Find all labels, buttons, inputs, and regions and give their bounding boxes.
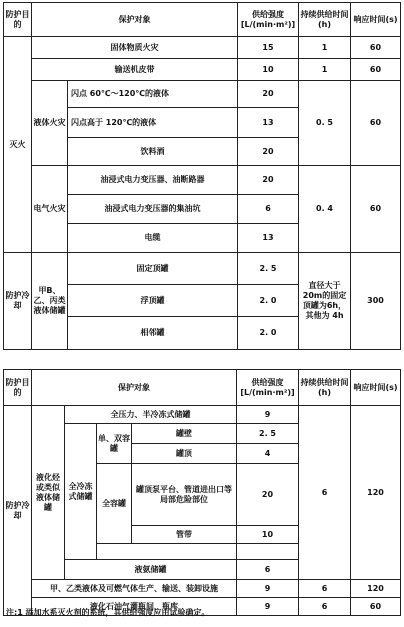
- fire-protection-table-1: [3, 2, 401, 350]
- footnote: 注:1 添加水系灭火剂的系统，其供给强度应由试验确定。: [6, 608, 210, 617]
- header-duration: 持续供给时间(h): [299, 3, 351, 37]
- header-purpose: 防护目的: [4, 3, 32, 37]
- row-liquid-2: 闪点高于 120℃的液体: [68, 108, 238, 138]
- cell-intensity: 20: [238, 138, 299, 166]
- cell-intensity: 2. 0: [238, 285, 299, 317]
- cell-duration-shared: 6: [299, 406, 351, 580]
- row-full-pressure: 全压力、半冷冻式储罐: [65, 406, 237, 424]
- header-duration: 持续供给时间(h): [299, 370, 351, 406]
- header-response: 响应时间(s): [351, 3, 401, 37]
- group-cooling-2: 防护冷却: [4, 406, 32, 616]
- fire-protection-table-2: [3, 369, 401, 616]
- cell-response: 60: [351, 598, 401, 616]
- cell-intensity: 9: [237, 406, 299, 424]
- subgroup-full-contain: 全容罐: [97, 464, 132, 544]
- cell-response: 60: [351, 59, 401, 81]
- row-ammonia: 液氨储罐: [65, 560, 237, 580]
- cell-duration-cooling: 直径大于20m的固定顶罐为6h，其他为 4h: [299, 253, 351, 350]
- cell-intensity-empty: [237, 544, 299, 560]
- cell-intensity: 2. 5: [237, 424, 299, 444]
- subgroup-single-double: 单、双容罐: [97, 424, 132, 464]
- header-object: 保护对象: [32, 3, 238, 37]
- cell-response-electrical: 60: [351, 166, 401, 253]
- row-lpg-filling: 液化石油气灌瓶间、瓶库: [32, 598, 237, 616]
- cell-response-cooling: 300: [351, 253, 401, 350]
- cell-intensity: 20: [238, 81, 299, 108]
- cell-duration-electrical: 0. 4: [299, 166, 351, 253]
- group-fire: 灭火: [4, 37, 32, 253]
- subgroup-full-cold: 全冷冻式储罐: [65, 424, 97, 560]
- cell-intensity: 9: [237, 580, 299, 598]
- cell-duration: 1: [299, 37, 351, 59]
- header-response: 响应时间(s): [351, 370, 401, 406]
- header-intensity: 供给强度 [L/(min·m²)]: [238, 3, 299, 37]
- row-electrical-3: 电缆: [68, 224, 238, 253]
- row-tank-wall: 罐壁: [132, 424, 237, 444]
- subgroup-lpg: 液化烃或类似液体储罐: [32, 406, 65, 580]
- group-cooling: 防护冷却: [4, 253, 32, 350]
- cell-intensity: 13: [238, 108, 299, 138]
- header-purpose: 防护目的: [4, 370, 32, 406]
- row-tank-top: 罐顶: [132, 444, 237, 464]
- row-electrical-1: 油浸式电力变压器、油断路器: [68, 166, 238, 195]
- row-facilities: 甲、乙类液体及可燃气体生产、输送、装卸设施: [32, 580, 237, 598]
- cell-intensity: 6: [238, 195, 299, 224]
- row-cooling-3: 相邻罐: [68, 317, 238, 350]
- subgroup-tanks: 甲B、乙、丙类液体储罐: [32, 253, 68, 350]
- cell-intensity: 15: [238, 37, 299, 59]
- row-liquid-1: 闪点 60℃～120℃的液体: [68, 81, 238, 108]
- cell-duration-liquid: 0. 5: [299, 81, 351, 166]
- row-solid-fire: 固体物质火灾: [32, 37, 238, 59]
- row-local-danger: 罐顶泵平台、管道进出口等局部危险部位: [132, 464, 237, 526]
- cell-duration: 6: [299, 580, 351, 598]
- header-intensity: 供给强度 [L/(min·m²)]: [237, 370, 299, 406]
- subgroup-electrical: 电气火灾: [32, 166, 68, 253]
- cell-response: 60: [351, 37, 401, 59]
- cell-intensity: 20: [237, 464, 299, 526]
- row-conveyor: 输送机皮带: [32, 59, 238, 81]
- header-object: 保护对象: [32, 370, 237, 406]
- subgroup-liquid: 液体火灾: [32, 81, 68, 166]
- cell-duration: 1: [299, 59, 351, 81]
- row-cooling-1: 固定顶罐: [68, 253, 238, 285]
- cell-intensity: 20: [238, 166, 299, 195]
- row-cooling-2: 浮顶罐: [68, 285, 238, 317]
- cell-intensity: 4: [237, 444, 299, 464]
- cell-response-liquid: 60: [351, 81, 401, 166]
- cell-response: 120: [351, 580, 401, 598]
- row-pipe-belt: 管带: [132, 526, 237, 544]
- row-electrical-2: 油浸式电力变压器的集油坑: [68, 195, 238, 224]
- cell-duration: 6: [299, 598, 351, 616]
- row-spacer: [97, 544, 237, 560]
- cell-intensity: 13: [238, 224, 299, 253]
- cell-intensity: 10: [237, 526, 299, 544]
- cell-intensity: 10: [238, 59, 299, 81]
- row-liquid-3: 饮料酒: [68, 138, 238, 166]
- cell-intensity: 2. 0: [238, 317, 299, 350]
- cell-intensity: 6: [237, 560, 299, 580]
- cell-intensity: 9: [237, 598, 299, 616]
- cell-intensity: 2. 5: [238, 253, 299, 285]
- cell-response-shared: 120: [351, 406, 401, 580]
